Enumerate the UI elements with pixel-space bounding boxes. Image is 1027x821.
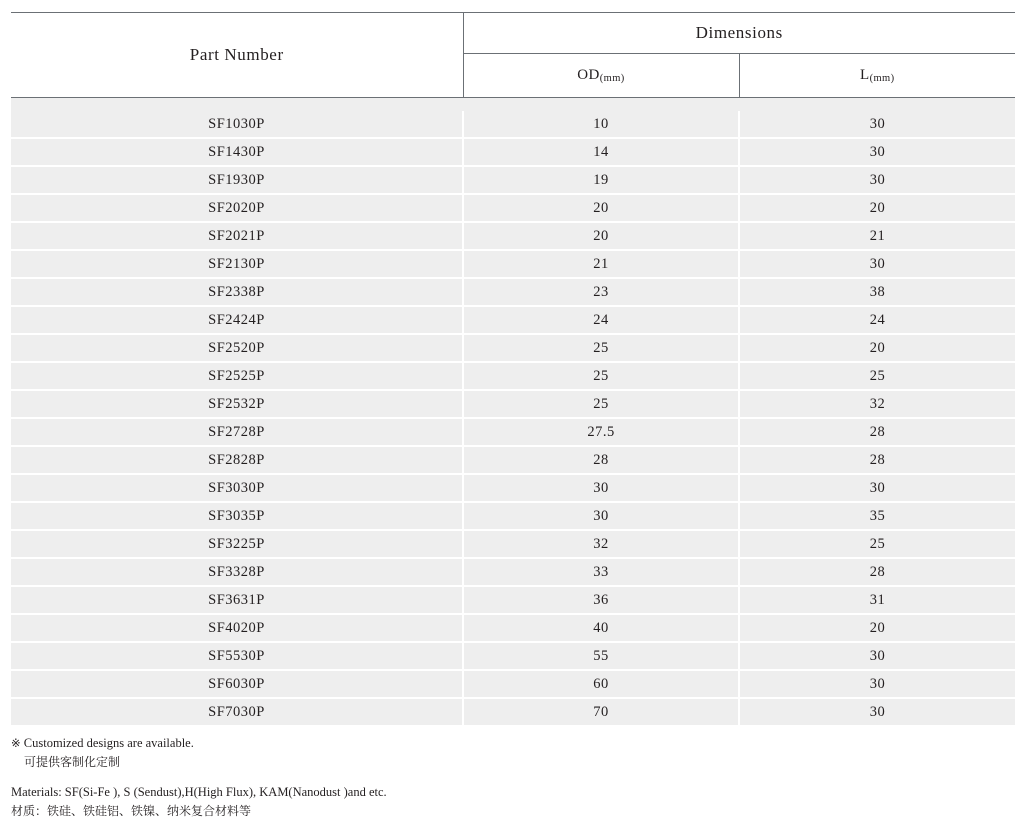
cell-part-number: SF3225P — [11, 530, 463, 558]
l-label: L — [860, 67, 870, 83]
cell-od: 28 — [463, 446, 739, 474]
cell-l: 30 — [739, 642, 1015, 670]
note-customized-en-text: Customized designs are available. — [23, 736, 194, 750]
cell-l: 30 — [739, 698, 1015, 725]
cell-od: 33 — [463, 558, 739, 586]
cell-l: 20 — [739, 614, 1015, 642]
table-row — [11, 586, 1015, 614]
cell-od: 36 — [463, 586, 739, 614]
table-row — [11, 474, 1015, 502]
table-row — [11, 222, 1015, 250]
gap-cell — [739, 98, 1015, 112]
cell-l: 30 — [739, 474, 1015, 502]
table-row — [11, 558, 1015, 586]
cell-od: 20 — [463, 194, 739, 222]
cell-od: 10 — [463, 111, 739, 138]
table-row — [11, 362, 1015, 390]
cell-od: 25 — [463, 362, 739, 390]
cell-part-number: SF2020P — [11, 194, 463, 222]
cell-od: 30 — [463, 502, 739, 530]
note-materials-cn: 材质：铁硅、铁硅铝、铁镍、纳米复合材料等 — [11, 804, 252, 819]
gap-cell — [11, 98, 463, 112]
cell-part-number: SF1430P — [11, 138, 463, 166]
l-unit: (mm) — [869, 73, 895, 84]
table-row — [11, 138, 1015, 166]
cell-od: 23 — [463, 278, 739, 306]
footnotes — [11, 734, 1016, 821]
cell-l: 30 — [739, 138, 1015, 166]
cell-od: 20 — [463, 222, 739, 250]
header-row-top — [11, 13, 1015, 54]
cell-l: 25 — [739, 362, 1015, 390]
cell-l: 28 — [739, 446, 1015, 474]
cell-l: 21 — [739, 222, 1015, 250]
cell-part-number: SF1930P — [11, 166, 463, 194]
header-body-gap — [11, 98, 1015, 112]
cell-part-number: SF4020P — [11, 614, 463, 642]
cell-l: 28 — [739, 418, 1015, 446]
table-row — [11, 530, 1015, 558]
cell-od: 24 — [463, 306, 739, 334]
column-header-part-number: Part Number — [11, 13, 463, 98]
cell-part-number: SF2021P — [11, 222, 463, 250]
part-number-dimensions-table — [11, 12, 1015, 725]
cell-part-number: SF2532P — [11, 390, 463, 418]
table-row — [11, 250, 1015, 278]
table-row — [11, 418, 1015, 446]
table-row — [11, 166, 1015, 194]
cell-part-number: SF6030P — [11, 670, 463, 698]
table-row — [11, 614, 1015, 642]
cell-od: 25 — [463, 334, 739, 362]
cell-part-number: SF2338P — [11, 278, 463, 306]
cell-l: 32 — [739, 390, 1015, 418]
note-customized-en — [11, 734, 1016, 753]
column-header-dimensions: Dimensions — [463, 13, 1015, 54]
cell-od: 32 — [463, 530, 739, 558]
cell-l: 25 — [739, 530, 1015, 558]
cell-l: 30 — [739, 166, 1015, 194]
cell-l: 20 — [739, 194, 1015, 222]
cell-part-number: SF2424P — [11, 306, 463, 334]
cell-l: 31 — [739, 586, 1015, 614]
cell-part-number: SF7030P — [11, 698, 463, 725]
table-row — [11, 111, 1015, 138]
table-row — [11, 642, 1015, 670]
cell-od: 30 — [463, 474, 739, 502]
cell-l: 24 — [739, 306, 1015, 334]
cell-part-number: SF2828P — [11, 446, 463, 474]
cell-od: 70 — [463, 698, 739, 725]
cell-part-number: SF2525P — [11, 362, 463, 390]
table-row — [11, 334, 1015, 362]
cell-l: 30 — [739, 250, 1015, 278]
cell-part-number: SF5530P — [11, 642, 463, 670]
table-header — [11, 13, 1015, 98]
cell-part-number: SF2130P — [11, 250, 463, 278]
note-customized-cn: 可提供客制化定制 — [24, 755, 121, 770]
cell-part-number: SF1030P — [11, 111, 463, 138]
cell-part-number: SF2728P — [11, 418, 463, 446]
cell-part-number: SF2520P — [11, 334, 463, 362]
table-row — [11, 278, 1015, 306]
reference-mark-icon: ※ — [11, 736, 21, 750]
cell-part-number: SF3035P — [11, 502, 463, 530]
table-row — [11, 670, 1015, 698]
cell-od: 55 — [463, 642, 739, 670]
cell-l: 30 — [739, 670, 1015, 698]
note-materials-en: Materials: SF(Si-Fe ), S (Sendust),H(High Flux), KAM(Nanodust )and etc. — [11, 784, 387, 799]
cell-od: 25 — [463, 390, 739, 418]
table-row — [11, 698, 1015, 725]
table-row — [11, 306, 1015, 334]
table-row — [11, 194, 1015, 222]
gap-cell — [463, 98, 739, 112]
spec-sheet — [0, 12, 1027, 819]
table-row — [11, 502, 1015, 530]
cell-part-number: SF3030P — [11, 474, 463, 502]
cell-l: 35 — [739, 502, 1015, 530]
cell-part-number: SF3328P — [11, 558, 463, 586]
column-header-l — [739, 54, 1015, 98]
cell-od: 60 — [463, 670, 739, 698]
column-header-od — [463, 54, 739, 98]
cell-l: 30 — [739, 111, 1015, 138]
cell-l: 38 — [739, 278, 1015, 306]
table-row — [11, 446, 1015, 474]
cell-od: 27.5 — [463, 418, 739, 446]
od-unit: (mm) — [599, 73, 625, 84]
cell-od: 14 — [463, 138, 739, 166]
od-label: OD — [577, 67, 600, 83]
table-row — [11, 390, 1015, 418]
cell-part-number: SF3631P — [11, 586, 463, 614]
cell-od: 19 — [463, 166, 739, 194]
cell-l: 28 — [739, 558, 1015, 586]
cell-od: 21 — [463, 250, 739, 278]
table-body — [11, 98, 1015, 726]
cell-od: 40 — [463, 614, 739, 642]
cell-l: 20 — [739, 334, 1015, 362]
